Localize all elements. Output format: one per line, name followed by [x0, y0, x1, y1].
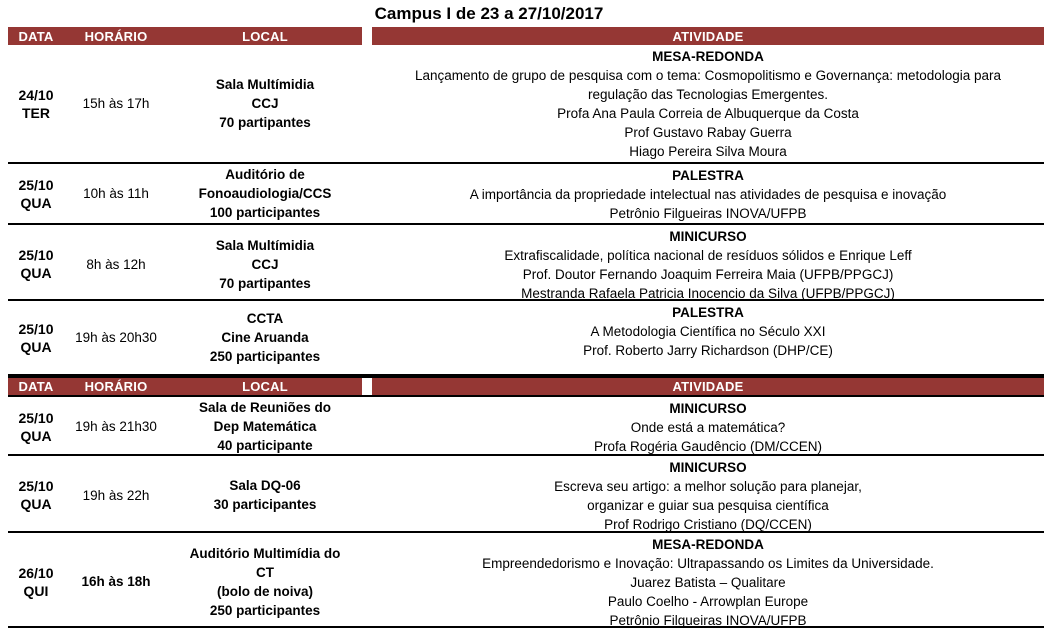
date-cell — [8, 45, 64, 162]
time-text: 19h às 21h30 — [75, 419, 157, 434]
date-text: 25/10 — [18, 247, 54, 263]
time-cell — [64, 45, 168, 162]
activity-cell — [372, 456, 1044, 534]
table-row — [8, 301, 1044, 376]
local-line: 70 partipantes — [219, 275, 311, 291]
date-cell — [8, 397, 64, 456]
activity-line: Empreendedorismo e Inovação: Ultrapassando os Limites da Universidade. — [482, 556, 934, 571]
activity-type: MINICURSO — [669, 460, 747, 475]
activity-line: Prof. Roberto Jarry Richardson (DHP/CE) — [583, 343, 833, 358]
day-text: QUA — [20, 265, 52, 281]
activity-line: Juarez Batista – Qualitare — [630, 575, 786, 590]
column-gap — [362, 45, 372, 162]
table-header-row — [8, 27, 1044, 45]
activity-line: Onde está a matemática? — [630, 420, 786, 435]
column-gap — [362, 456, 372, 534]
activity-line: A Metodologia Científica no Século XXI — [590, 324, 826, 339]
local-line: 40 participante — [217, 438, 313, 453]
time-text: 8h às 12h — [86, 256, 146, 272]
local-line: CCJ — [251, 96, 279, 111]
local-line: Sala de Reuniões do — [198, 400, 332, 415]
table-row — [8, 164, 1044, 225]
column-header-data: DATA — [8, 378, 64, 395]
time-cell — [64, 301, 168, 374]
activity-type: MINICURSO — [669, 401, 747, 416]
date-cell — [8, 225, 64, 303]
activity-line: Prof. Doutor Fernando Joaquim Ferreira Maia (UFPB/PPGCJ) — [522, 267, 894, 282]
time-cell — [64, 533, 168, 630]
column-header-local: LOCAL — [168, 27, 362, 45]
date-text: 25/10 — [18, 176, 54, 193]
activity-type: MESA-REDONDA — [652, 537, 764, 552]
table-row — [8, 533, 1044, 628]
date-cell — [8, 533, 64, 630]
day-text: QUI — [23, 582, 49, 599]
time-cell — [64, 397, 168, 456]
activity-line: A importância da propriedade intelectual nas atividades de pesquisa e inovação — [469, 187, 947, 202]
local-cell — [168, 397, 362, 456]
time-text: 19h às 20h30 — [75, 330, 157, 345]
date-text: 26/10 — [18, 564, 54, 581]
local-line: Sala DQ-06 — [229, 478, 301, 493]
activity-type: PALESTRA — [672, 168, 744, 183]
activity-line: Lançamento de grupo de pesquisa com o tema: Cosmopolitismo e Governança: metodologia para — [414, 68, 1002, 83]
local-line: Cine Aruanda — [221, 330, 309, 345]
local-line: 250 participantes — [209, 602, 321, 618]
date-text: 25/10 — [18, 320, 54, 337]
time-cell — [64, 225, 168, 303]
local-line: Auditório de — [225, 167, 305, 182]
activity-line: organizar e guiar sua pesquisa científica — [587, 498, 829, 513]
activity-line: Profa Ana Paula Correia de Albuquerque da Costa — [557, 106, 859, 121]
local-line: 70 partipantes — [219, 115, 311, 130]
local-cell — [168, 456, 362, 534]
day-text: QUA — [20, 338, 52, 355]
table-row — [8, 397, 1044, 456]
activity-cell — [372, 45, 1044, 162]
activity-line: Hiago Pereira Silva Moura — [629, 144, 787, 159]
date-cell — [8, 301, 64, 374]
activity-line: Petrônio Filgueiras INOVA/UFPB — [609, 206, 807, 221]
local-cell — [168, 533, 362, 630]
date-text: 25/10 — [18, 478, 54, 494]
local-line: Sala Multímidia — [215, 237, 315, 253]
local-line: 250 participantes — [209, 349, 321, 364]
activity-line: Prof Rodrigo Cristiano (DQ/CCEN) — [604, 517, 812, 532]
activity-type: MINICURSO — [669, 229, 747, 244]
activity-cell — [372, 533, 1044, 630]
local-cell — [168, 164, 362, 223]
activity-line: Prof Gustavo Rabay Guerra — [624, 125, 792, 140]
activity-line: Profa Rogéria Gaudêncio (DM/CCEN) — [593, 439, 823, 454]
activity-cell — [372, 225, 1044, 303]
local-line: CT — [256, 564, 274, 580]
activity-line: regulação das Tecnologias Emergentes. — [588, 87, 828, 102]
column-gap — [362, 533, 372, 630]
day-text: QUA — [20, 496, 52, 512]
time-text: 19h às 22h — [82, 487, 150, 503]
schedule-table — [8, 27, 1044, 628]
table-row — [8, 225, 1044, 301]
table-row — [8, 45, 1044, 164]
date-cell — [8, 456, 64, 534]
local-line: (bolo de noiva) — [217, 583, 313, 599]
column-gap — [362, 397, 372, 456]
local-cell — [168, 225, 362, 303]
local-line: 30 participantes — [213, 497, 317, 512]
column-header-atividade: ATIVIDADE — [372, 27, 1044, 45]
day-text: QUA — [20, 427, 52, 444]
activity-cell — [372, 164, 1044, 223]
local-line: Fonoaudiologia/CCS — [198, 186, 332, 201]
time-cell — [64, 164, 168, 223]
activity-line: Mestranda Rafaela Patricia Inocencio da Silva (UFPB/PPGCJ) — [521, 286, 895, 301]
local-cell — [168, 301, 362, 374]
activity-cell — [372, 301, 1044, 374]
page-title: Campus I de 23 a 27/10/2017 — [374, 4, 604, 23]
local-cell — [168, 45, 362, 162]
day-text: QUA — [20, 194, 52, 211]
time-text: 15h às 17h — [82, 96, 150, 111]
local-line: Sala Multímidia — [215, 77, 315, 92]
activity-line: Petrônio Filgueiras INOVA/UFPB — [609, 613, 807, 628]
local-line: CCTA — [246, 311, 284, 326]
activity-line: Extrafiscalidade, política nacional de resíduos sólidos e Enrique Leff — [504, 248, 912, 263]
time-cell — [64, 456, 168, 534]
header-gap — [362, 27, 372, 45]
column-header-data: DATA — [8, 27, 64, 45]
activity-cell — [372, 397, 1044, 456]
local-line: 100 participantes — [209, 205, 321, 220]
activity-line: Paulo Coelho - Arrowplan Europe — [607, 594, 809, 609]
column-gap — [362, 164, 372, 223]
local-line: Auditório Multimídia do — [189, 545, 341, 561]
date-text: 25/10 — [18, 409, 54, 426]
time-text: 16h às 18h — [81, 574, 151, 589]
time-text: 10h às 11h — [83, 186, 149, 201]
activity-type: PALESTRA — [672, 305, 744, 320]
column-gap — [362, 301, 372, 374]
local-line: Dep Matemática — [213, 419, 317, 434]
activity-type: MESA-REDONDA — [652, 49, 764, 64]
column-gap — [362, 225, 372, 303]
date-cell — [8, 164, 64, 223]
column-header-horario: HORÁRIO — [64, 27, 168, 45]
day-text: TER — [22, 104, 50, 121]
local-line: CCJ — [251, 256, 279, 272]
column-header-local: LOCAL — [168, 378, 362, 395]
table-row — [8, 456, 1044, 533]
header-gap — [362, 378, 372, 395]
table-header-row — [8, 376, 1044, 397]
column-header-atividade: ATIVIDADE — [372, 378, 1044, 395]
activity-line: Escreva seu artigo: a melhor solução para planejar, — [554, 479, 862, 494]
column-header-horario: HORÁRIO — [64, 378, 168, 395]
date-text: 24/10 — [18, 86, 54, 103]
